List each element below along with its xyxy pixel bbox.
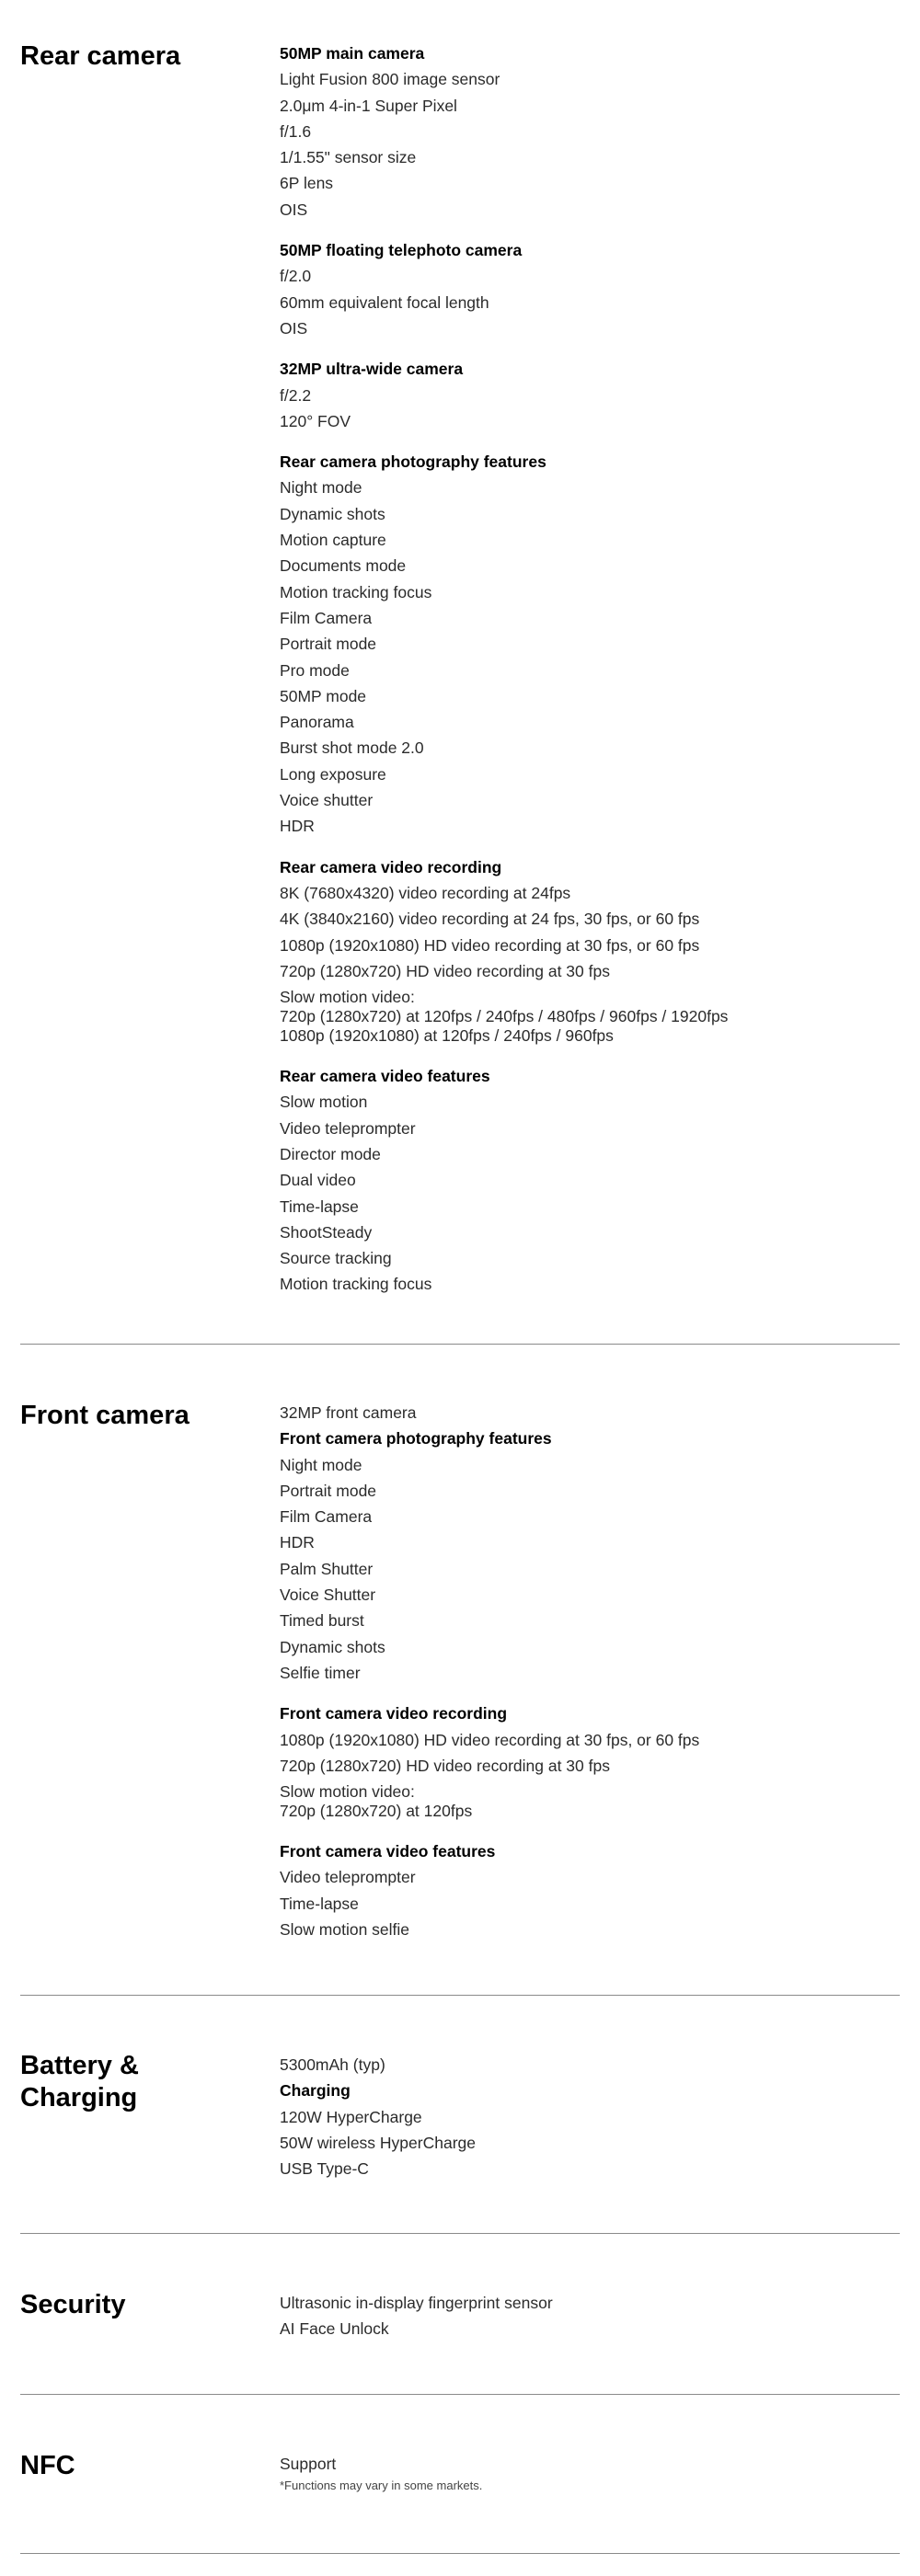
spec-item: Motion tracking focus [280,582,432,601]
section-divider [20,2394,900,2395]
spec-item: 2.0μm 4-in-1 Super Pixel [280,96,457,115]
footnote: *Functions may vary in some markets. [280,2479,483,2493]
spec-group-rear-video-features [280,1063,900,1298]
spec-group-front-video-recording [280,1700,900,1824]
spec-group-rear-photo-features [280,449,900,839]
spec-item: Time-lapse [280,1196,359,1216]
security-section [20,2289,900,2342]
spec-item: Film Camera [280,608,373,627]
spec-item: Time-lapse [280,1894,359,1913]
spec-item: Ultrasonic in-display fingerprint sensor [280,2294,553,2312]
spec-item: Panorama [280,713,354,732]
spec-item: Motion tracking focus [280,1275,432,1294]
spec-item: 720p (1280x720) HD video recording at 30 fps [280,1756,610,1775]
spec-item: Voice Shutter [280,1586,376,1605]
nfc-specs [280,2450,900,2495]
spec-item: 1080p (1920x1080) HD video recording at 30 fps, or 60 fps [280,1730,700,1749]
spec-group-ultrawide [280,356,900,434]
spec-item: HDR [280,817,315,836]
section-title-nfc: NFC [20,2451,75,2480]
spec-group-front-photo [280,1400,900,1686]
spec-heading: Front camera video features [280,1842,496,1861]
spec-item-slow-motion: Slow motion video: 720p (1280x720) at 120fps / 240fps / 480fps / 960fps / 1920fps 1080p (1920x1080) at 120fps / 240fps / 960fps [280,988,729,1046]
spec-item: Film Camera [280,1507,373,1527]
spec-item: Slow motion selfie [280,1920,410,1940]
spec-item: 50W wireless HyperCharge [280,2133,476,2152]
spec-heading: Rear camera video features [280,1067,490,1086]
spec-item: Motion capture [280,531,386,550]
spec-heading: Front camera video recording [280,1704,508,1723]
spec-item: 6P lens [280,174,334,193]
spec-item: OIS [280,318,308,338]
nfc-section [20,2450,900,2495]
spec-item: f/1.6 [280,121,312,141]
spec-item: 32MP front camera [280,1403,417,1422]
front-camera-section [20,1400,900,1942]
spec-item: 4K (3840x2160) video recording at 24 fps, 30 fps, or 60 fps [280,910,700,929]
spec-heading: 50MP floating telephoto camera [280,241,523,260]
spec-item: Night mode [280,478,362,498]
spec-item: Dual video [280,1171,356,1190]
rear-camera-specs [280,40,900,1298]
section-title-battery: Battery & Charging [20,2051,139,2112]
spec-item: f/2.0 [280,267,312,286]
spec-item: Long exposure [280,764,386,784]
section-divider [20,2553,900,2554]
spec-item: 5300mAh (typ) [280,2055,385,2074]
spec-item: 120W HyperCharge [280,2107,422,2126]
spec-item: Video teleprompter [280,1118,416,1138]
spec-item: f/2.2 [280,385,312,405]
spec-heading: Rear camera video recording [280,857,502,876]
spec-item: Dynamic shots [280,504,385,523]
spec-item: 120° FOV [280,411,351,430]
spec-group-front-video-features [280,1838,900,1942]
spec-item: Slow motion [280,1093,368,1112]
spec-group-telephoto [280,237,900,341]
rear-camera-section [20,40,900,1298]
spec-item: Voice shutter [280,791,374,810]
spec-item: OIS [280,200,308,219]
spec-item: USB Type-C [280,2159,369,2179]
spec-item: AI Face Unlock [280,2319,389,2339]
spec-item: Documents mode [280,556,407,576]
spec-item-slow-motion: Slow motion video: 720p (1280x720) at 120fps [280,1782,473,1821]
battery-section [20,2050,900,2181]
spec-item: 720p (1280x720) HD video recording at 30 fps [280,961,610,980]
battery-specs [280,2050,900,2181]
spec-heading: 50MP main camera [280,44,425,63]
spec-item: Night mode [280,1455,362,1474]
section-divider [20,1995,900,1996]
spec-item: Source tracking [280,1249,392,1268]
spec-group-main-camera [280,40,900,223]
section-divider [20,1344,900,1345]
spec-group-rear-video-recording [280,854,900,1048]
spec-heading: Charging [280,2081,351,2101]
spec-item: 1/1.55" sensor size [280,148,417,167]
spec-item: 60mm equivalent focal length [280,292,489,312]
security-specs [280,2289,900,2342]
spec-item: Burst shot mode 2.0 [280,738,424,758]
spec-item: Support [280,2455,337,2473]
spec-item: Timed burst [280,1611,364,1631]
spec-heading: Front camera photography features [280,1429,552,1448]
spec-heading: 32MP ultra-wide camera [280,360,464,379]
spec-item: 1080p (1920x1080) HD video recording at 30 fps, or 60 fps [280,935,700,955]
section-title-rear-camera: Rear camera [20,41,181,71]
spec-item: Video teleprompter [280,1868,416,1887]
spec-item: Director mode [280,1144,381,1163]
section-divider [20,2233,900,2234]
spec-item: Light Fusion 800 image sensor [280,70,500,89]
section-title-security: Security [20,2290,126,2319]
spec-item: HDR [280,1533,315,1552]
spec-item: Portrait mode [280,1481,377,1500]
spec-item: Selfie timer [280,1663,361,1682]
spec-item: Pro mode [280,660,350,680]
section-title-front-camera: Front camera [20,1401,190,1430]
spec-item: ShootSteady [280,1222,373,1242]
spec-item: Portrait mode [280,635,377,654]
spec-item: 8K (7680x4320) video recording at 24fps [280,883,571,902]
spec-heading: Rear camera photography features [280,452,546,472]
front-camera-specs [280,1400,900,1942]
spec-item: Dynamic shots [280,1637,385,1656]
spec-item: Palm Shutter [280,1559,374,1578]
spec-item: 50MP mode [280,686,367,705]
